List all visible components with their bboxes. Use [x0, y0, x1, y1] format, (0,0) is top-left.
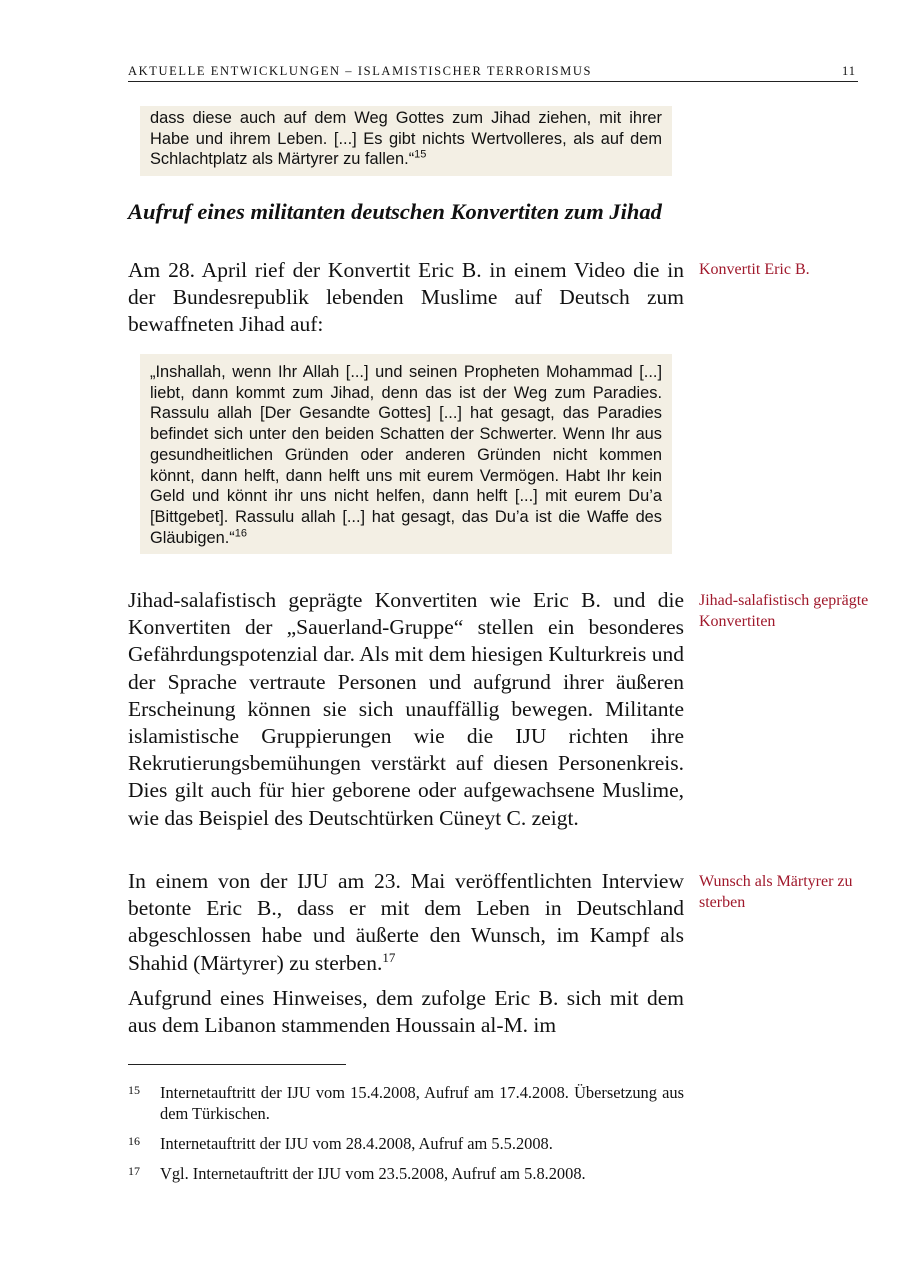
footnote-number: 15 — [128, 1083, 140, 1097]
quote-1-text: dass diese auch auf dem Weg Gottes zum Jihad ziehen, mit ihrer Habe und ihrem Leben. [...] Es gibt nichts Wertvolleres, als auf dem Schlachtplatz als Märtyrer zu fallen.“ — [150, 109, 662, 169]
footnote-ref-16: 16 — [234, 527, 247, 540]
paragraph-3-text: In einem von der IJU am 23. Mai veröffentlichten Interview betonte Eric B., dass er mit dem Leben in Deutschland abgeschlossen habe und äußerte den Wunsch, im Kampf als Shahid (Märtyrer) zu sterben. — [128, 869, 684, 975]
margin-note-1: Konvertit Eric B. — [699, 261, 810, 278]
quote-block-1 — [140, 106, 672, 176]
footnote-number: 17 — [128, 1164, 140, 1178]
running-header — [128, 64, 858, 82]
footnote-text: Vgl. Internetauftritt der IJU vom 23.5.2008, Aufruf am 5.8.2008. — [160, 1164, 586, 1183]
quote-block-2 — [140, 354, 672, 554]
paragraph-1: Am 28. April rief der Konvertit Eric B. in einem Video die in der Bundesrepublik lebenden Muslime auf Deutsch zum bewaffneten Jihad auf: — [128, 258, 684, 337]
paragraph-4: Aufgrund eines Hinweises, dem zufolge Eric B. sich mit dem aus dem Libanon stammenden Houssain al-M. im — [128, 986, 684, 1038]
footnote-number: 16 — [128, 1134, 140, 1148]
footnote-ref-17: 17 — [382, 949, 396, 965]
footnote-rule — [128, 1064, 346, 1065]
section-heading: Aufruf eines militanten deutschen Konvertiten zum Jihad — [128, 199, 662, 224]
running-header-title: AKTUELLE ENTWICKLUNGEN – ISLAMISTISCHER TERRORISMUS — [128, 64, 592, 78]
footnote-text: Internetauftritt der IJU vom 28.4.2008, Aufruf am 5.5.2008. — [160, 1134, 553, 1153]
margin-note-3: Wunsch als Märtyrer zu sterben — [699, 873, 853, 911]
footnote-ref-15: 15 — [414, 148, 427, 161]
quote-2-text: „Inshallah, wenn Ihr Allah [...] und seinen Propheten Mohammad [...] liebt, dann kommt zum Jihad, denn das ist der Weg zum Paradies. Rassulu allah [Der Gesandte Gottes] [...] hat gesagt, das Paradies befindet sich unter den beiden Schatten der Schwerter. Wenn Ihr aus gesundheitlichen Gründen oder anderen Gründen nicht kommen könnt, dann helft, dann helft uns mit eurem Vermögen. Habt Ihr kein Geld und könnt ihr uns nicht helfen, dann helft [...] mit eurem Du’a [Bittgebet]. Rassulu allah [...] hat gesagt, das Du’a ist die Waffe des Gläubigen.“ — [150, 363, 662, 547]
page-number: 11 — [841, 64, 856, 78]
margin-note-2: Jihad-salafistisch geprägte Konvertiten — [699, 592, 869, 630]
footnote-text: Internetauftritt der IJU vom 15.4.2008, Aufruf am 17.4.2008. Übersetzung aus dem Türkischen. — [160, 1083, 684, 1123]
paragraph-2: Jihad-salafistisch geprägte Konvertiten wie Eric B. und die Konvertiten der „Sauerland-Gruppe“ stellen ein besonderes Gefährdungspotenzial dar. Als mit dem hiesigen Kulturkreis und der Sprache vertraute Personen und aufgrund ihrer äußeren Erscheinung können sie sich unauffällig bewegen. Militante islamistische Gruppierungen wie die IJU richten ihre Rekrutierungsbemühungen verstärkt auf diesen Personenkreis. Dies gilt auch für hier geborene oder aufgewachsene Muslime, wie das Beispiel des Deutschtürken Cüneyt C. zeigt. — [128, 588, 684, 830]
paragraph-3 — [128, 868, 684, 977]
